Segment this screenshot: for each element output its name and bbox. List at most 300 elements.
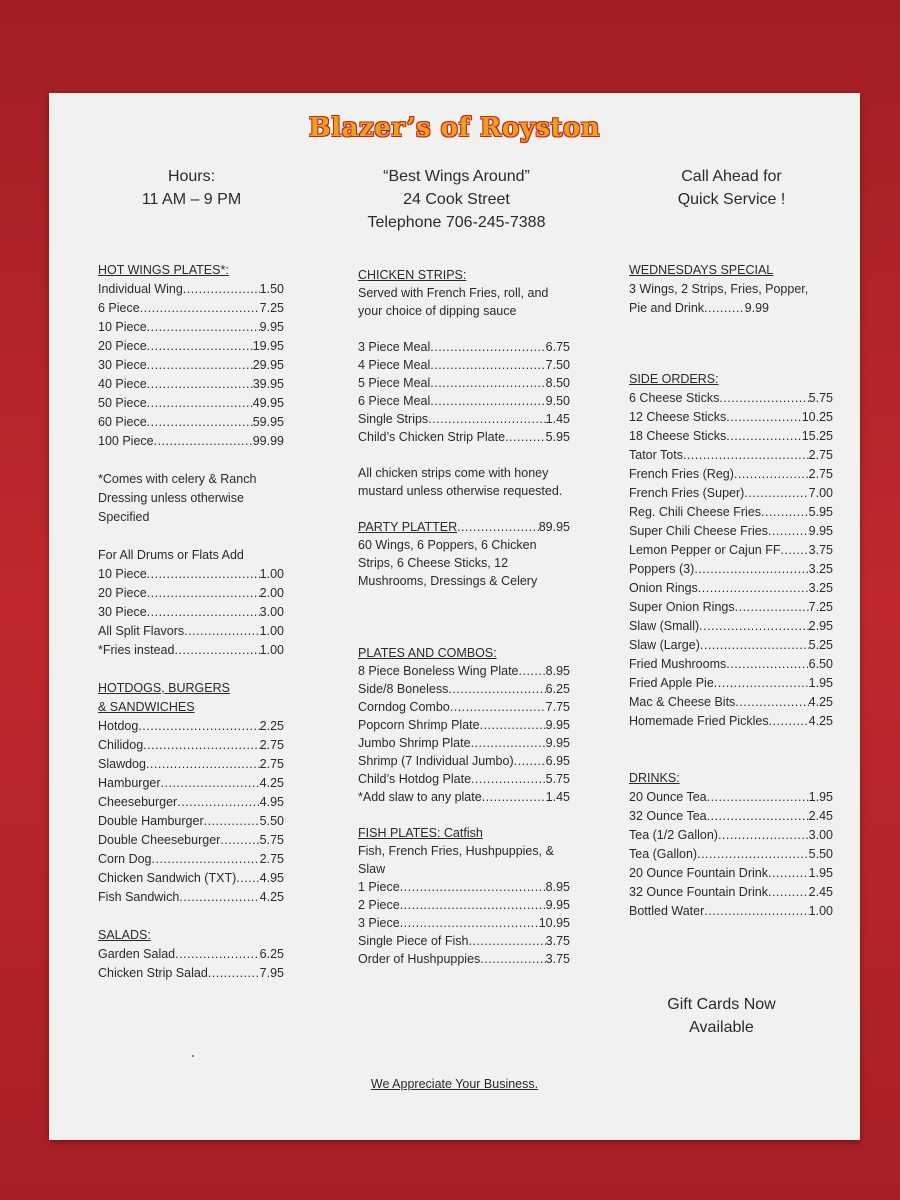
menu-item-row [358, 788, 570, 806]
item-price: 2.25 [259, 719, 284, 733]
menu-item-row [98, 565, 284, 584]
item-price: 9.99 [744, 301, 769, 315]
leader-dots [147, 318, 260, 337]
leader-dots [400, 896, 546, 914]
item-name: French Fries (Reg) [629, 467, 734, 481]
item-name: Popcorn Shrimp Plate [358, 718, 480, 732]
menu-item-row [358, 716, 570, 734]
restaurant-title: Blazer’s of Royston [308, 113, 601, 143]
leader-dots [161, 774, 260, 793]
leader-dots [147, 375, 253, 394]
leader-dots [714, 674, 809, 693]
item-price: 4.25 [259, 890, 284, 904]
item-price: 7.75 [545, 700, 570, 714]
menu-item-row [358, 392, 570, 410]
leader-dots [468, 932, 545, 950]
item-name: Slawdog [98, 757, 146, 771]
section-title: SALADS: [98, 928, 151, 942]
leader-dots [471, 734, 546, 752]
leader-dots [505, 428, 546, 446]
item-name: Poppers (3) [629, 562, 695, 576]
leader-dots [480, 950, 545, 968]
menu-item-row [358, 932, 570, 950]
item-price: 6.25 [545, 682, 570, 696]
leader-dots [147, 394, 253, 413]
menu-item-row [358, 878, 570, 896]
item-name: Corn Dog [98, 852, 152, 866]
menu-item-row [358, 374, 570, 392]
leader-dots [147, 603, 260, 622]
leader-dots [768, 522, 809, 541]
fish-desc: Fish, French Fries, Hushpuppies, & Slaw [358, 844, 554, 876]
item-price: 1.95 [808, 866, 833, 880]
leader-dots [480, 716, 546, 734]
item-name: 40 Piece [98, 377, 147, 391]
item-price: 2.75 [259, 852, 284, 866]
item-price: 2.75 [808, 467, 833, 481]
item-name: Double Cheeseburger [98, 833, 221, 847]
item-name: French Fries (Super) [629, 486, 745, 500]
item-name: Jumbo Shrimp Plate [358, 736, 471, 750]
leader-dots [707, 788, 809, 807]
item-name: 6 Piece Meal [358, 394, 431, 408]
leader-dots [143, 736, 259, 755]
item-name: Hamburger [98, 776, 161, 790]
item-price: 19.95 [252, 339, 284, 353]
item-name: 6 Cheese Sticks [629, 391, 720, 405]
menu-item-row [629, 560, 833, 579]
leader-dots [140, 299, 260, 318]
section-title: WEDNESDAYS SPECIAL [629, 263, 774, 277]
menu-item-row [98, 584, 284, 603]
leader-dots [780, 541, 808, 560]
item-price: 2.45 [808, 885, 833, 899]
menu-item-row [98, 774, 284, 793]
gift-line-2: Available [689, 1019, 754, 1036]
item-name: Child’s Hotdog Plate [358, 772, 472, 786]
gift-cards-block [639, 993, 804, 1039]
section-title: For All Drums or Flats Add [98, 548, 244, 562]
leader-dots [430, 374, 545, 392]
item-price: 1.50 [259, 282, 284, 296]
wednesday-desc-2: Pie and Drink [629, 301, 705, 315]
leader-dots [718, 826, 809, 845]
item-price: 4.25 [259, 776, 284, 790]
leader-dots [147, 584, 260, 603]
section-title: CHICKEN STRIPS: [358, 268, 467, 282]
item-price: 6.75 [545, 340, 570, 354]
leader-dots [177, 793, 259, 812]
item-price: 2.45 [808, 809, 833, 823]
item-price: 4.25 [808, 695, 833, 709]
menu-column-1 [98, 261, 284, 983]
item-name: 18 Cheese Sticks [629, 429, 727, 443]
leader-dots [761, 503, 809, 522]
item-name: *Add slaw to any plate [358, 790, 482, 804]
paper-speck [192, 1055, 194, 1057]
menu-item-row [98, 717, 284, 736]
menu-item-row [629, 541, 833, 560]
leader-dots [726, 655, 808, 674]
call-ahead-block [639, 165, 824, 211]
menu-item-row [358, 896, 570, 914]
item-price: 6.95 [545, 754, 570, 768]
item-name: 30 Piece [98, 605, 147, 619]
item-name: 5 Piece Meal [358, 376, 431, 390]
hotdogs-list [98, 717, 284, 907]
item-price: 8.95 [545, 880, 570, 894]
item-name: Lemon Pepper or Cajun FF [629, 543, 781, 557]
item-price: 7.00 [808, 486, 833, 500]
item-name: 1 Piece [358, 880, 400, 894]
leader-dots [699, 617, 809, 636]
item-name: Cheeseburger [98, 795, 178, 809]
item-price: 1.95 [808, 790, 833, 804]
item-name: Onion Rings [629, 581, 698, 595]
item-price: 2.95 [808, 619, 833, 633]
menu-item-row [629, 902, 833, 921]
leader-dots [236, 869, 259, 888]
menu-item-row [98, 812, 284, 831]
item-name: 20 Piece [98, 339, 147, 353]
item-price: 1.95 [808, 676, 833, 690]
item-name: Chicken Sandwich (TXT) [98, 871, 237, 885]
item-name: 2 Piece [358, 898, 400, 912]
item-name: Fried Apple Pie [629, 676, 714, 690]
menu-item-row [629, 446, 833, 465]
item-price: 5.50 [808, 847, 833, 861]
item-price: 7.25 [259, 301, 284, 315]
leader-dots [726, 408, 801, 427]
menu-item-row [98, 356, 284, 375]
menu-item-row [98, 831, 284, 850]
leader-dots [514, 752, 546, 770]
leader-dots [179, 888, 259, 907]
leader-dots [204, 812, 260, 831]
menu-item-row [98, 318, 284, 337]
leader-dots [471, 770, 546, 788]
item-price: 1.00 [259, 643, 284, 657]
menu-item-row [629, 788, 833, 807]
party-desc: 60 Wings, 6 Poppers, 6 Chicken Strips, 6 Cheese Sticks, 12 Mushrooms, Dressings & Celery [358, 538, 538, 588]
menu-column-3 [629, 261, 833, 921]
leader-dots [154, 432, 253, 451]
menu-item-row [629, 655, 833, 674]
item-price: 59.95 [252, 415, 284, 429]
item-name: 100 Piece [98, 434, 154, 448]
leader-dots [400, 914, 539, 932]
footer-thanks: We Appreciate Your Business. [370, 1077, 539, 1091]
menu-item-row [358, 752, 570, 770]
leader-dots [147, 565, 260, 584]
item-name: 32 Ounce Tea [629, 809, 707, 823]
menu-item-row [98, 888, 284, 907]
leader-dots [700, 636, 809, 655]
menu-item-row [629, 674, 833, 693]
menu-item-row [629, 579, 833, 598]
menu-item-row [358, 698, 570, 716]
leader-dots [697, 845, 809, 864]
menu-item-row [629, 693, 833, 712]
menu-item-row [358, 338, 570, 356]
leader-dots [430, 356, 545, 374]
hours-block [109, 165, 274, 211]
leader-dots [450, 698, 546, 716]
leader-dots [147, 413, 253, 432]
item-price: 2.00 [259, 586, 284, 600]
item-price: 3.75 [545, 934, 570, 948]
leader-dots [769, 712, 809, 731]
item-price: 9.95 [808, 524, 833, 538]
item-name: Bottled Water [629, 904, 705, 918]
leader-dots [184, 622, 260, 641]
menu-item-row [629, 503, 833, 522]
item-name: 30 Piece [98, 358, 147, 372]
contact-block [339, 165, 574, 234]
section-title: DRINKS: [629, 771, 680, 785]
item-price: 3.25 [808, 562, 833, 576]
item-price: 1.45 [545, 412, 570, 426]
item-name: Fried Mushrooms [629, 657, 727, 671]
call-line-2: Quick Service ! [677, 191, 786, 208]
wednesday-desc-1: 3 Wings, 2 Strips, Fries, Popper, [629, 282, 809, 296]
menu-item-row [98, 280, 284, 299]
menu-item-row [629, 598, 833, 617]
item-price: 5.75 [808, 391, 833, 405]
item-price: 9.95 [545, 898, 570, 912]
menu-item-row [98, 622, 284, 641]
item-name: Tea (1/2 Gallon) [629, 828, 718, 842]
leader-dots [683, 446, 809, 465]
menu-item-row [358, 914, 570, 932]
item-name: Single Strips [358, 412, 429, 426]
hot-wings-list [98, 280, 284, 451]
item-name: Hotdog [98, 719, 139, 733]
item-price: 1.00 [808, 904, 833, 918]
drums-list [98, 565, 284, 660]
item-price: 6.25 [259, 947, 284, 961]
item-name: 3 Piece Meal [358, 340, 431, 354]
menu-item-row [358, 410, 570, 428]
item-name: Slaw (Small) [629, 619, 700, 633]
menu-item-row [629, 712, 833, 731]
item-name: Chilidog [98, 738, 144, 752]
leader-dots [147, 337, 253, 356]
item-price: 7.50 [545, 358, 570, 372]
item-name: 20 Ounce Tea [629, 790, 707, 804]
wings-note: *Comes with celery & Ranch Dressing unless otherwise Specified [98, 472, 257, 524]
menu-item-row [98, 337, 284, 356]
item-name: Slaw (Large) [629, 638, 700, 652]
wednesday-row [629, 299, 769, 318]
section-title: SIDE ORDERS: [629, 372, 719, 386]
menu-item-row [629, 465, 833, 484]
item-name: 60 Piece [98, 415, 147, 429]
menu-sheet [49, 93, 860, 1140]
item-name: Garden Salad [98, 947, 176, 961]
item-price: 89.95 [538, 520, 570, 534]
item-price: 2.75 [259, 757, 284, 771]
section-title: PARTY PLATTER [358, 520, 458, 534]
item-name: 3 Piece [358, 916, 400, 930]
menu-item-row [629, 408, 833, 427]
phone: Telephone 706-245-7388 [367, 214, 546, 231]
item-name: Order of Hushpuppies [358, 952, 481, 966]
menu-item-row [358, 662, 570, 680]
item-name: Reg. Chili Cheese Fries [629, 505, 761, 519]
strips-note: All chicken strips come with honey mustard unless otherwise requested. [358, 466, 563, 498]
leader-dots [735, 598, 809, 617]
item-name: Corndog Combo [358, 700, 450, 714]
item-price: 1.45 [545, 790, 570, 804]
leader-dots [726, 427, 801, 446]
item-price: 5.95 [808, 505, 833, 519]
menu-item-row [629, 522, 833, 541]
leader-dots [400, 878, 546, 896]
section-title: PLATES AND COMBOS: [358, 646, 497, 660]
leader-dots [768, 883, 809, 902]
item-name: All Split Flavors [98, 624, 185, 638]
item-price: 10.95 [538, 916, 570, 930]
menu-item-row [98, 641, 284, 660]
item-price: 39.95 [252, 377, 284, 391]
item-name: Shrimp (7 Individual Jumbo) [358, 754, 514, 768]
item-price: 1.00 [259, 567, 284, 581]
leader-dots [174, 641, 259, 660]
item-name: 20 Ounce Fountain Drink [629, 866, 768, 880]
drinks-list [629, 788, 833, 921]
leader-dots [208, 964, 260, 983]
item-name: Homemade Fried Pickles [629, 714, 769, 728]
item-price: 1.00 [259, 624, 284, 638]
item-price: 5.75 [259, 833, 284, 847]
leader-dots [147, 356, 253, 375]
leader-dots [146, 755, 260, 774]
strips-list [358, 338, 570, 446]
item-price: 3.25 [808, 581, 833, 595]
item-price: 3.00 [259, 605, 284, 619]
item-name: Super Chili Cheese Fries [629, 524, 768, 538]
menu-item-row [98, 603, 284, 622]
item-price: 3.75 [808, 543, 833, 557]
item-price: 6.50 [808, 657, 833, 671]
salads-list [98, 945, 284, 983]
item-price: 5.95 [545, 430, 570, 444]
menu-item-row [98, 793, 284, 812]
leader-dots [734, 465, 809, 484]
item-price: 10.25 [801, 410, 833, 424]
item-name: 10 Piece [98, 567, 147, 581]
hours-value: 11 AM – 9 PM [141, 191, 242, 208]
leader-dots [744, 484, 808, 503]
section-title: FISH PLATES: Catfish [358, 826, 483, 840]
item-name: Double Hamburger [98, 814, 204, 828]
hours-label: Hours: [167, 168, 216, 185]
address: 24 Cook Street [403, 191, 510, 208]
item-name: Mac & Cheese Bits [629, 695, 736, 709]
strips-desc: Served with French Fries, roll, and your choice of dipping sauce [358, 286, 549, 318]
leader-dots [698, 579, 809, 598]
section-title: HOTDOGS, BURGERS [98, 681, 230, 695]
leader-dots [482, 788, 546, 806]
menu-item-row [629, 389, 833, 408]
item-price: 4.25 [808, 714, 833, 728]
item-name: Super Onion Rings [629, 600, 735, 614]
item-name: 8 Piece Boneless Wing Plate [358, 664, 519, 678]
item-name: Single Piece of Fish [358, 934, 469, 948]
item-price: 9.95 [259, 320, 284, 334]
menu-item-row [98, 755, 284, 774]
item-price: 29.95 [252, 358, 284, 372]
item-name: *Fries instead [98, 643, 175, 657]
item-name: Tator Tots [629, 448, 683, 462]
menu-item-row [98, 413, 284, 432]
item-name: Tea (Gallon) [629, 847, 698, 861]
leader-dots [430, 392, 545, 410]
side-orders-list [629, 389, 833, 731]
item-price: 8.50 [545, 376, 570, 390]
item-price: 9.50 [545, 394, 570, 408]
item-name: 6 Piece [98, 301, 140, 315]
menu-item-row [98, 375, 284, 394]
item-price: 7.95 [259, 966, 284, 980]
item-price: 7.25 [808, 600, 833, 614]
item-price: 15.25 [801, 429, 833, 443]
leader-dots [175, 945, 260, 964]
leader-dots [694, 560, 808, 579]
plates-list [358, 662, 570, 806]
item-name: 50 Piece [98, 396, 147, 410]
leader-dots [220, 831, 259, 850]
fish-list [358, 878, 570, 968]
section-title: & SANDWICHES [98, 700, 195, 714]
leader-dots [183, 280, 260, 299]
item-name: 4 Piece Meal [358, 358, 431, 372]
leader-dots [519, 662, 546, 680]
item-name: Individual Wing [98, 282, 183, 296]
leader-dots [430, 338, 545, 356]
section-title: HOT WINGS PLATES*: [98, 263, 229, 277]
item-price: 49.95 [252, 396, 284, 410]
leader-dots [152, 850, 260, 869]
menu-item-row [98, 850, 284, 869]
menu-item-row [98, 394, 284, 413]
item-name: 32 Ounce Fountain Drink [629, 885, 768, 899]
item-name: Side/8 Boneless [358, 682, 449, 696]
menu-item-row [98, 299, 284, 318]
item-price: 9.95 [545, 718, 570, 732]
item-price: 2.75 [259, 738, 284, 752]
item-name: Child’s Chicken Strip Plate [358, 430, 506, 444]
item-price: 8.95 [545, 664, 570, 678]
menu-item-row [358, 356, 570, 374]
menu-item-row [629, 864, 833, 883]
menu-item-row [629, 617, 833, 636]
menu-item-row [629, 427, 833, 446]
leader-dots [448, 680, 545, 698]
menu-item-row [98, 945, 284, 964]
item-name: Chicken Strip Salad [98, 966, 208, 980]
item-name: 12 Cheese Sticks [629, 410, 727, 424]
leader-dots [719, 389, 808, 408]
item-price: 5.50 [259, 814, 284, 828]
leader-dots [768, 864, 809, 883]
item-price: 99.99 [252, 434, 284, 448]
item-name: 10 Piece [98, 320, 147, 334]
menu-item-row [358, 680, 570, 698]
menu-item-row [629, 484, 833, 503]
call-line-1: Call Ahead for [681, 168, 782, 185]
